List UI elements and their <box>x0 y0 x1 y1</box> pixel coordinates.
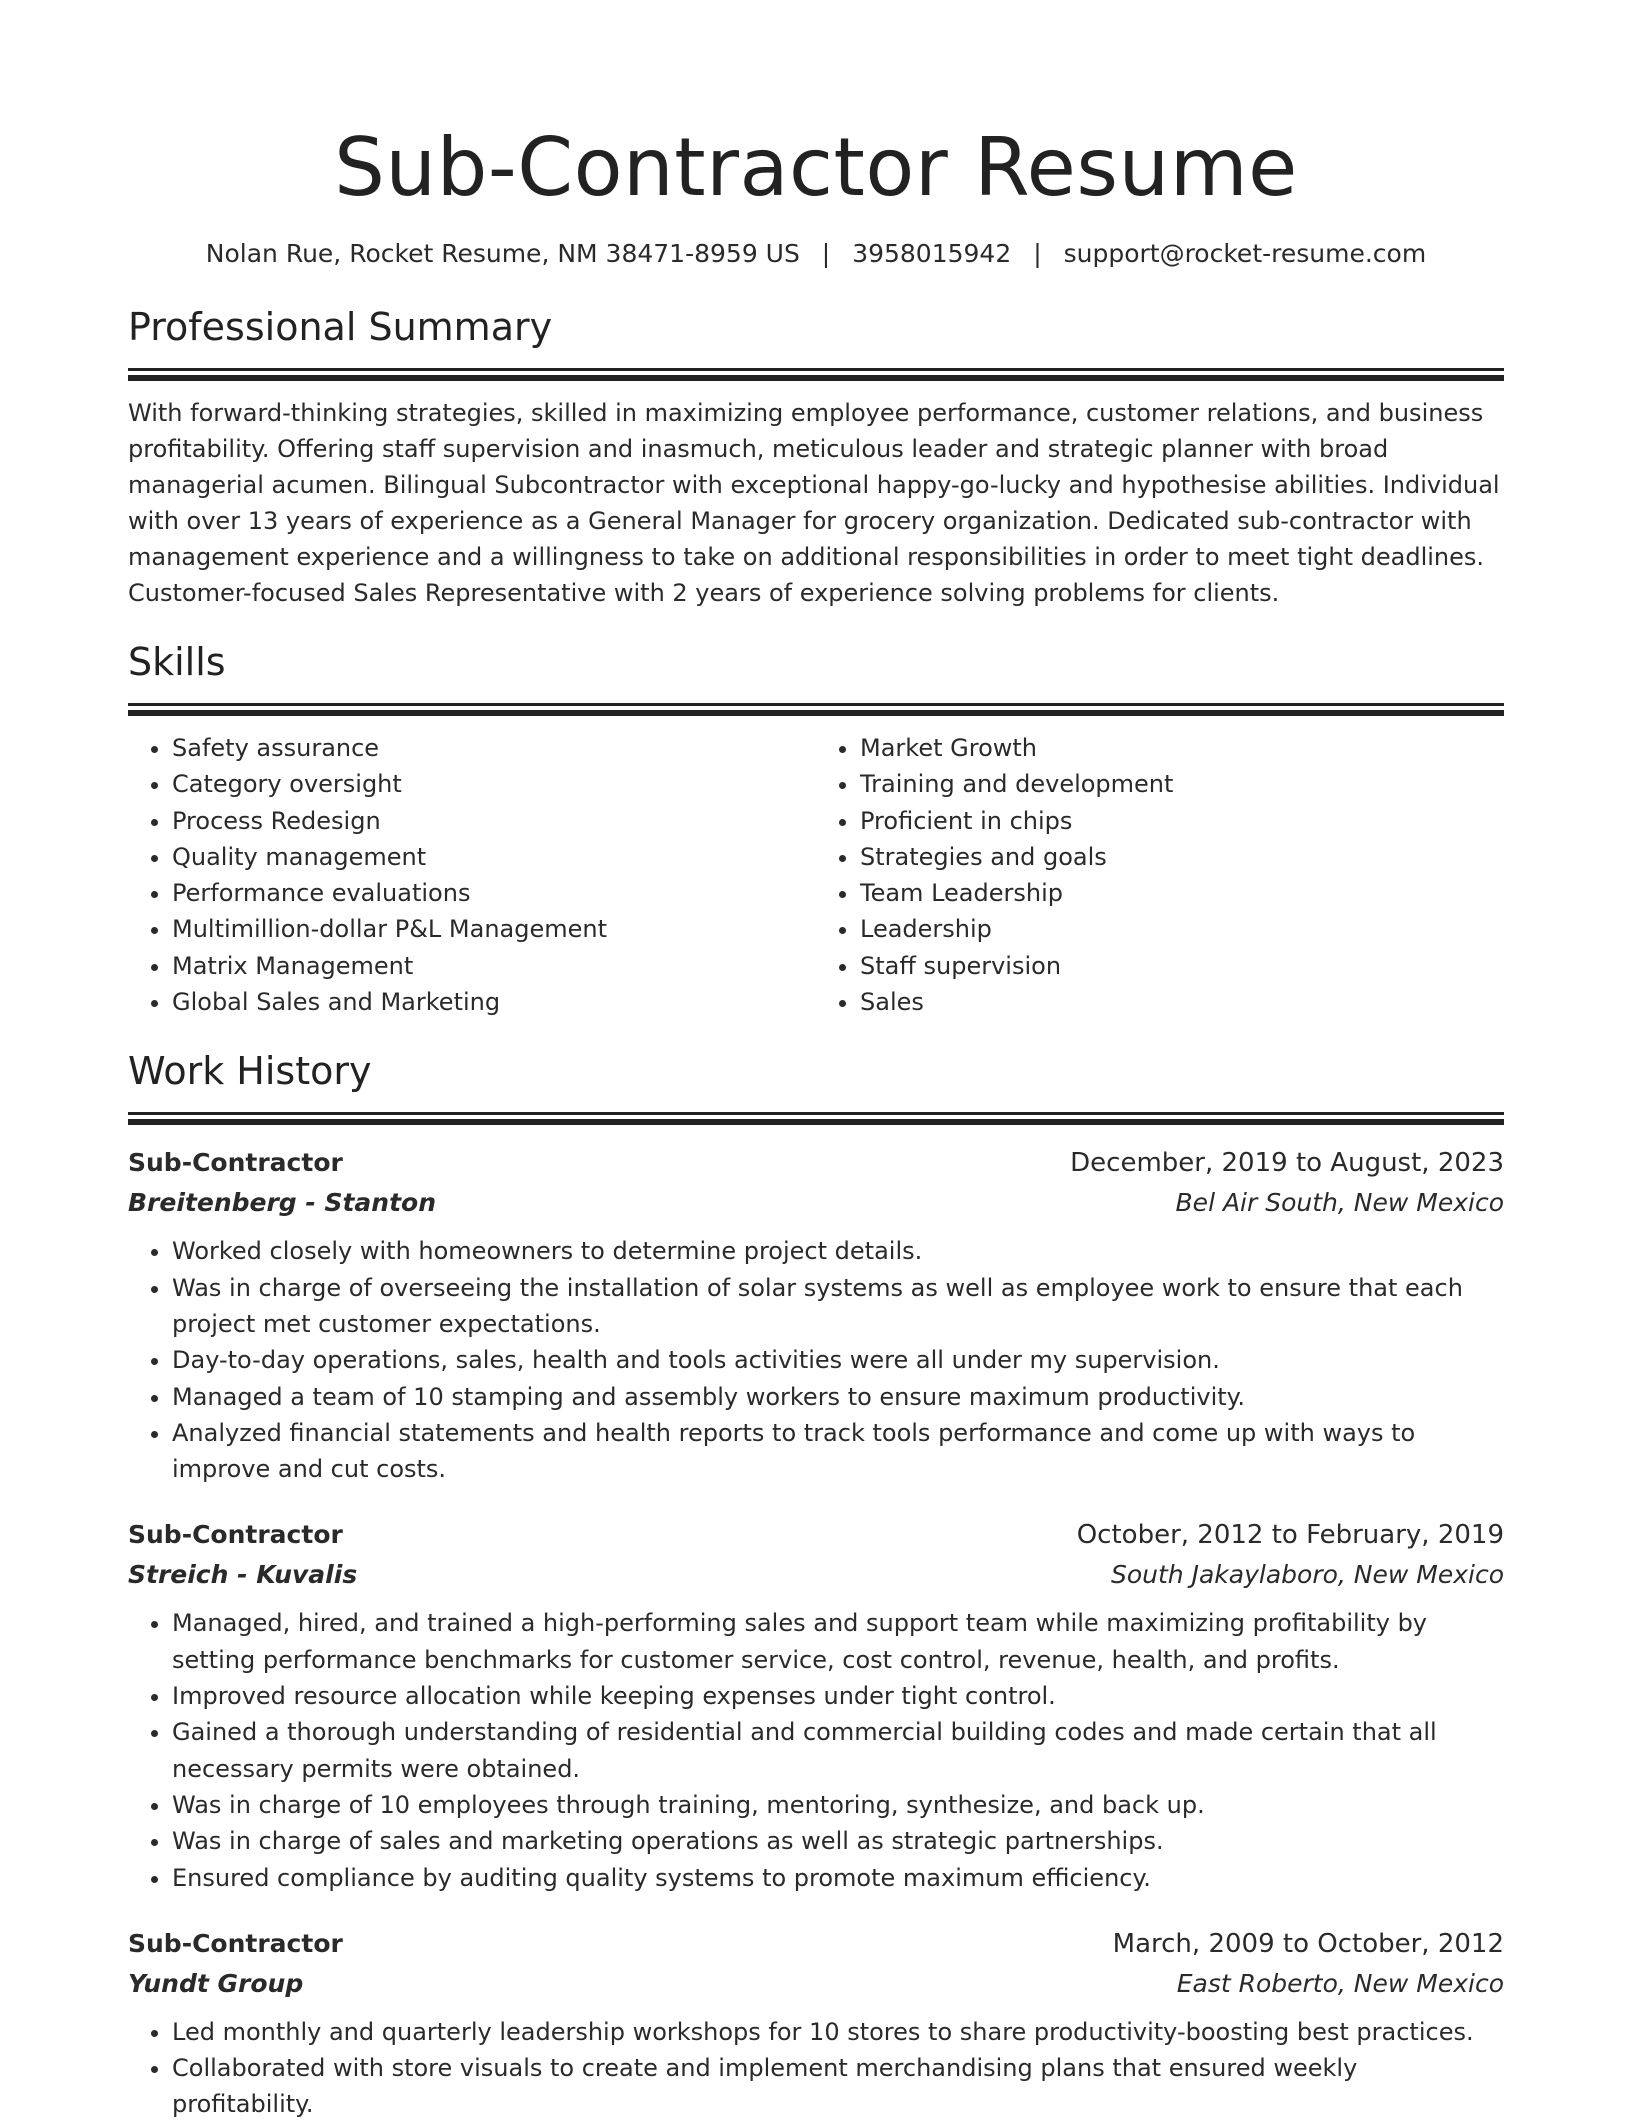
contact-email: support@rocket-resume.com <box>1063 239 1427 268</box>
skill-item: • Market Growth <box>860 730 1504 766</box>
skill-item: • Sales <box>860 984 1504 1020</box>
skill-item: • Proficient in chips <box>860 803 1504 839</box>
job-bullet: • Worked closely with homeowners to determine project details. <box>172 1233 1504 1269</box>
job-bullet: • Improved resource allocation while keeping expenses under tight control. <box>172 1678 1504 1714</box>
skill-item: • Category oversight <box>172 766 816 802</box>
skill-item: • Strategies and goals <box>860 839 1504 875</box>
section-heading-skills: Skills <box>128 640 226 684</box>
job-entry <box>128 1515 1504 1895</box>
section-heading-work-history: Work History <box>128 1049 372 1094</box>
resume-title: Sub-Contractor Resume <box>334 121 1298 214</box>
summary-text: With forward-thinking strategies, skilled in maximizing employee performance, customer relations, and business profitability. Offering staff supervision and inasmuch, meticulous leader and strategic planner with broad managerial acumen. Bilingual Subcontractor with exceptional happy-go-lucky and hypothesise abilities. Individual with over 13 years of experience as a General Manager for grocery organization. Dedicated sub-contractor with management experience and a willingness to take on additional responsibilities in order to meet tight deadlines. Customer-focused Sales Representative with 2 years of experience solving problems for clients. <box>128 399 1500 607</box>
job-title: Sub-Contractor <box>128 1520 343 1550</box>
skill-item: • Team Leadership <box>860 875 1504 911</box>
skill-item: • Training and development <box>860 766 1504 802</box>
job-header-row <box>128 1143 1504 1183</box>
job-entry <box>128 1143 1504 1487</box>
job-bullet: • Was in charge of 10 employees through training, mentoring, synthesize, and back up. <box>172 1787 1504 1823</box>
skill-item: • Global Sales and Marketing <box>172 984 816 1020</box>
job-dates: December, 2019 to August, 2023 <box>1070 1148 1504 1179</box>
job-bullet: • Led monthly and quarterly leadership workshops for 10 stores to share productivity-boosting best practices. <box>172 2014 1504 2050</box>
skill-item: • Quality management <box>172 839 816 875</box>
section-rule <box>128 703 1504 706</box>
skill-item: • Matrix Management <box>172 948 816 984</box>
skill-item: • Performance evaluations <box>172 875 816 911</box>
job-entry <box>128 1924 1504 2123</box>
job-company: Streich - Kuvalis <box>128 1560 358 1590</box>
job-bullet: • Managed, hired, and trained a high-performing sales and support team while maximizing profitability by setting performance benchmarks for customer service, cost control, revenue, health, and profits. <box>172 1605 1504 1678</box>
job-bullet: • Day-to-day operations, sales, health and tools activities were all under my supervision. <box>172 1342 1504 1378</box>
skills-columns <box>128 730 1504 1020</box>
job-dates: March, 2009 to October, 2012 <box>1112 1928 1504 1959</box>
skills-list-right <box>816 730 1504 1020</box>
job-company: Yundt Group <box>128 1968 304 1998</box>
contact-address: Nolan Rue, Rocket Resume, NM 38471-8959 US <box>205 239 800 268</box>
section-rule <box>128 368 1504 371</box>
skills-list-left <box>128 730 816 1020</box>
job-location: Bel Air South, New Mexico <box>1175 1188 1504 1218</box>
job-bullet: • Was in charge of overseeing the installation of solar systems as well as employee work to ensure that each project met customer expectations. <box>172 1270 1504 1343</box>
job-location: South Jakaylaboro, New Mexico <box>1111 1560 1504 1590</box>
skill-item: • Leadership <box>860 911 1504 947</box>
job-title: Sub-Contractor <box>128 1148 343 1178</box>
job-bullets <box>128 1233 1504 1487</box>
job-header-row <box>128 1515 1504 1555</box>
job-subheader-row <box>128 1183 1504 1223</box>
skill-item: • Process Redesign <box>172 803 816 839</box>
section-rule-thick <box>128 375 1504 381</box>
job-bullet: • Was in charge of sales and marketing operations as well as strategic partnerships. <box>172 1823 1504 1859</box>
job-title: Sub-Contractor <box>128 1928 343 1958</box>
job-bullet: • Ensured compliance by auditing quality systems to promote maximum efficiency. <box>172 1860 1504 1896</box>
section-rule <box>128 1112 1504 1115</box>
job-bullet: • Collaborated with store visuals to create and implement merchandising plans that ensured weekly profitability. <box>172 2050 1504 2123</box>
summary-section <box>128 302 1504 611</box>
job-dates: October, 2012 to February, 2019 <box>1076 1520 1504 1551</box>
job-bullets <box>128 2014 1504 2123</box>
contact-separator: | <box>821 239 831 268</box>
contact-line <box>128 236 1504 272</box>
job-location: East Roberto, New Mexico <box>1176 1968 1504 1998</box>
job-company: Breitenberg - Stanton <box>128 1188 437 1218</box>
section-rule-thick <box>128 710 1504 716</box>
job-bullet: • Managed a team of 10 stamping and assembly workers to ensure maximum productivity. <box>172 1379 1504 1415</box>
job-subheader-row <box>128 1964 1504 2004</box>
contact-phone: 3958015942 <box>852 239 1012 268</box>
job-subheader-row <box>128 1555 1504 1595</box>
job-bullets <box>128 1605 1504 1895</box>
work-history-section <box>128 1046 1504 2122</box>
skills-section <box>128 637 1504 1020</box>
skill-item: • Safety assurance <box>172 730 816 766</box>
contact-separator: | <box>1033 239 1042 268</box>
job-bullet: • Gained a thorough understanding of residential and commercial building codes and made certain that all necessary permits were obtained. <box>172 1714 1504 1787</box>
job-header-row <box>128 1924 1504 1964</box>
section-heading-summary: Professional Summary <box>128 305 553 349</box>
skill-item: • Multimillion-dollar P&L Management <box>172 911 816 947</box>
skill-item: • Staff supervision <box>860 948 1504 984</box>
section-rule-thick <box>128 1119 1504 1125</box>
job-bullet: • Analyzed financial statements and health reports to track tools performance and come up with ways to improve and cut costs. <box>172 1415 1504 1488</box>
